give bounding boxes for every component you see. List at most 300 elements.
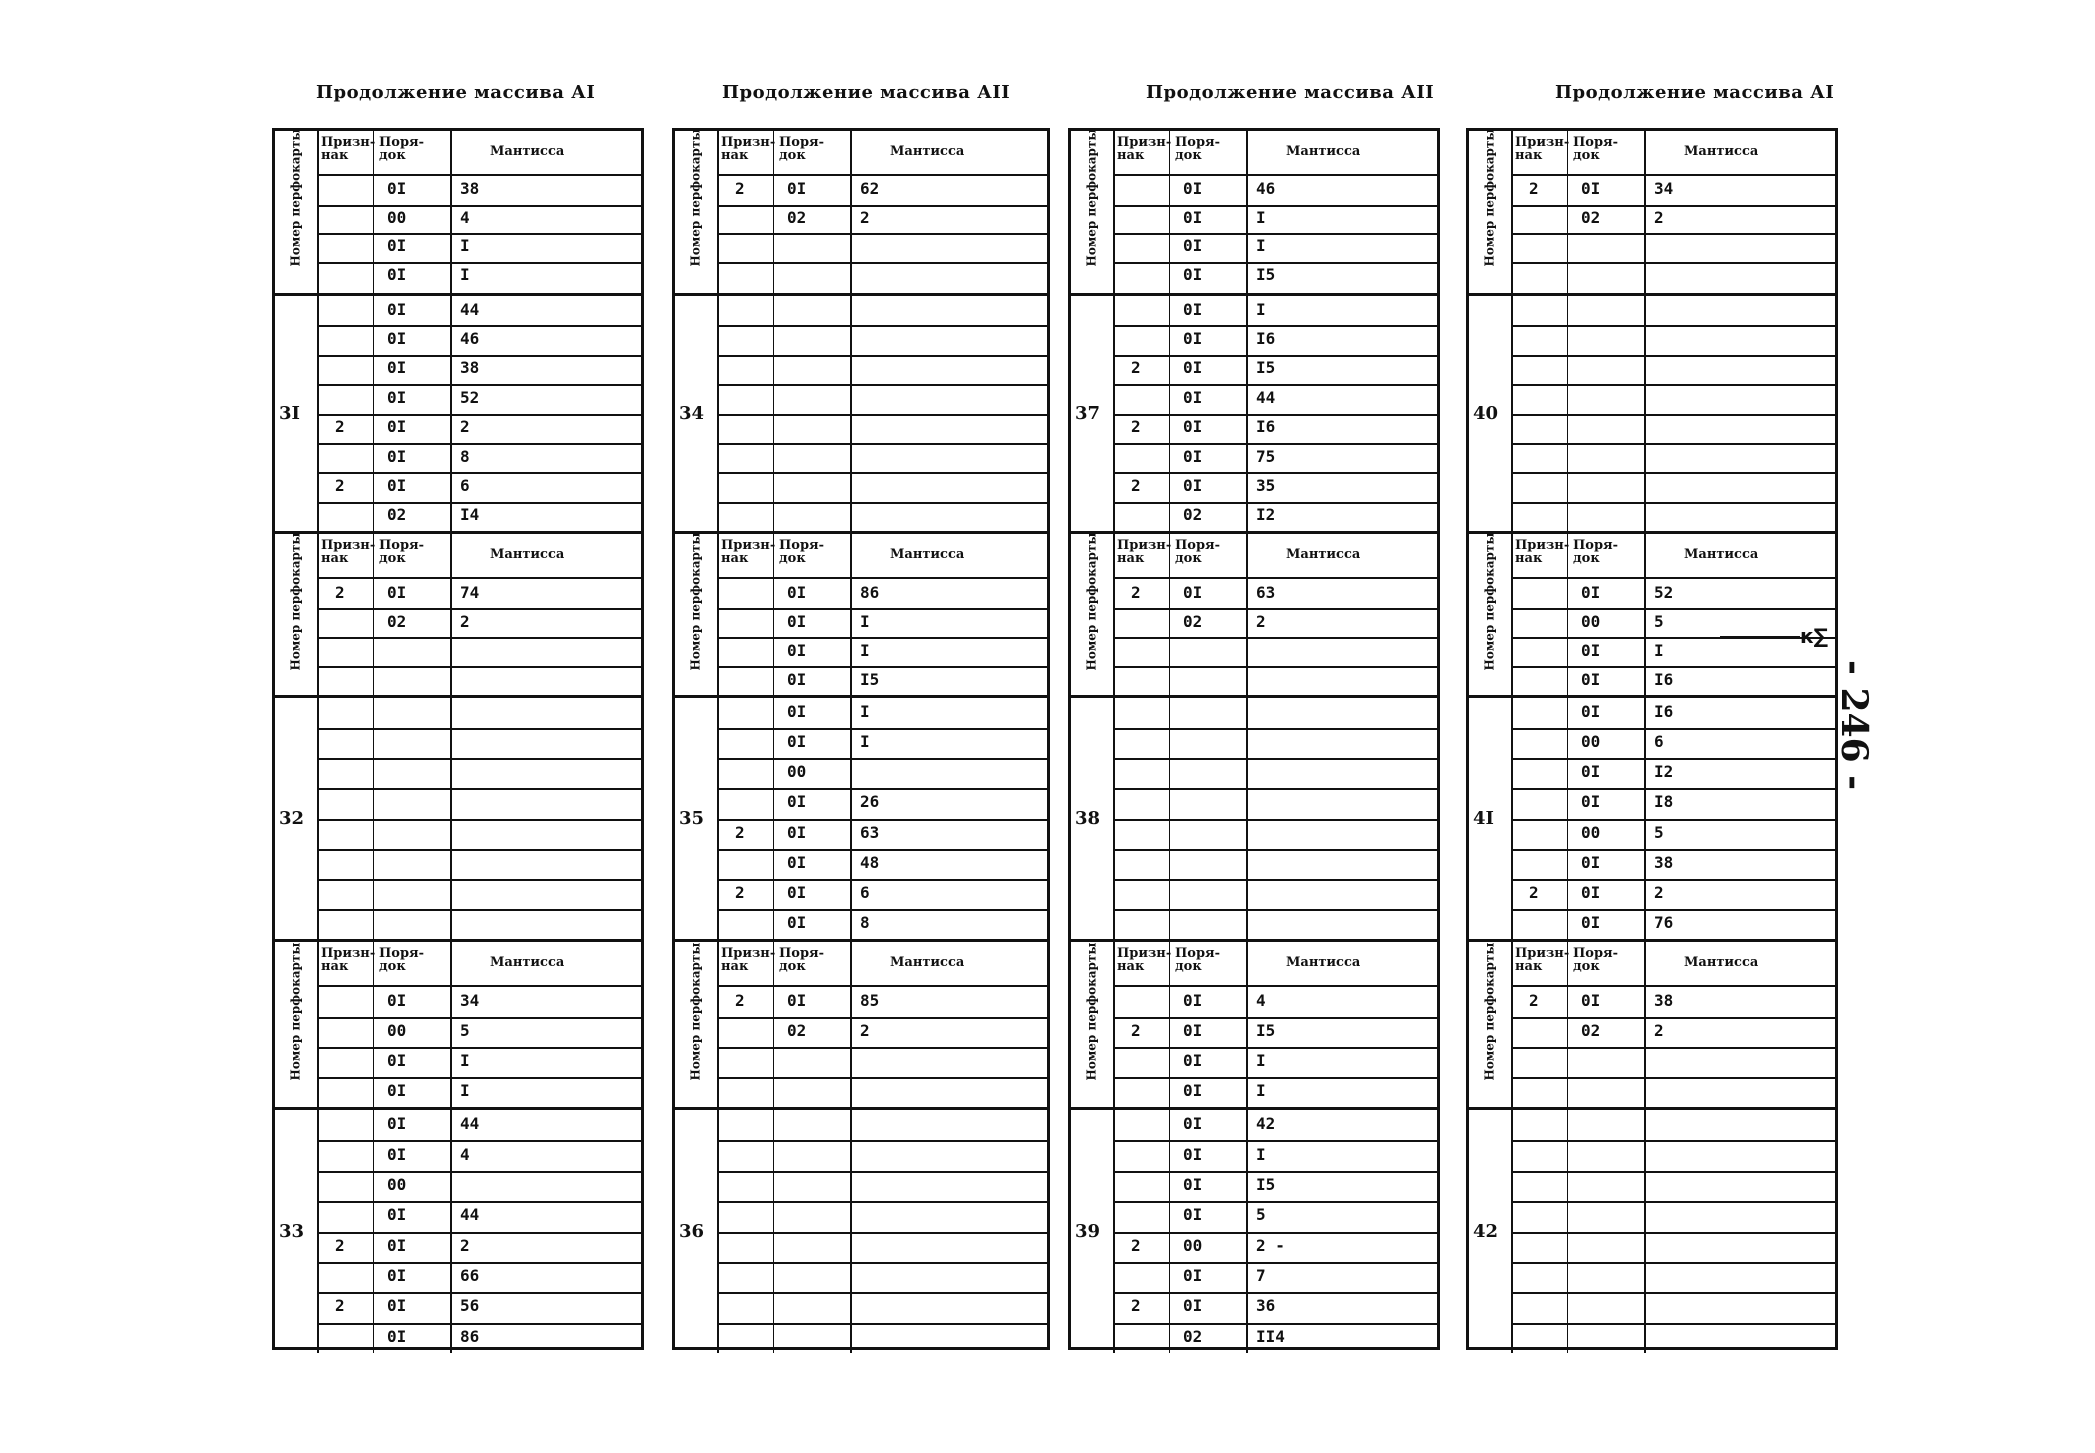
row-divider <box>717 1292 1047 1294</box>
row-divider <box>1113 666 1437 668</box>
label-nomer-perfokarty: Номер перфокарты <box>288 942 303 1081</box>
header-mantissa: Мантисса <box>1286 547 1361 562</box>
header-row <box>317 131 641 176</box>
row-divider <box>1113 728 1437 730</box>
cell-poryadok: 00 <box>387 207 407 227</box>
data-table <box>1068 128 1440 1350</box>
row-divider <box>1113 233 1437 235</box>
table-block <box>275 695 641 939</box>
row-divider <box>1511 355 1835 357</box>
row-divider <box>317 758 641 760</box>
row-divider <box>317 608 641 610</box>
cell-poryadok: 0I <box>1581 640 1601 660</box>
card-number: 3I <box>279 403 300 424</box>
row-divider <box>1511 384 1835 386</box>
table-block <box>675 1107 1047 1353</box>
cell-poryadok: 0I <box>1183 417 1203 437</box>
cell-poryadok: 0I <box>787 882 807 902</box>
row-divider <box>717 1232 1047 1234</box>
cell-mantissa: I <box>460 1051 470 1070</box>
cell-priznak: 2 <box>1131 582 1141 602</box>
cell-poryadok: 0I <box>1183 358 1203 378</box>
label-nomer-perfokarty: Номер перфокарты <box>1482 942 1497 1081</box>
cell-mantissa: 5 <box>1654 822 1664 842</box>
table-block <box>1469 531 1835 695</box>
cell-priznak: 2 <box>735 179 745 199</box>
row-divider <box>1113 608 1437 610</box>
cell-poryadok: 02 <box>787 207 807 227</box>
cell-mantissa: 42 <box>1256 1114 1276 1134</box>
row-divider <box>717 1140 1047 1142</box>
cell-priznak: 2 <box>735 991 745 1010</box>
cell-poryadok: 0I <box>387 1144 407 1164</box>
cell-poryadok: 0I <box>387 1114 407 1134</box>
cell-mantissa: 2 <box>460 417 470 437</box>
row-divider <box>317 666 641 668</box>
cell-poryadok: 0I <box>387 179 407 199</box>
cell-poryadok: 02 <box>387 611 407 631</box>
table-block <box>1469 1107 1835 1353</box>
row-divider <box>717 819 1047 821</box>
table-block <box>675 695 1047 939</box>
row-divider <box>317 233 641 235</box>
cell-mantissa: I5 <box>1256 264 1276 284</box>
cell-mantissa: 44 <box>1256 387 1276 407</box>
cell-poryadok: 0I <box>1183 1174 1203 1194</box>
row-divider <box>1511 1201 1835 1203</box>
cell-mantissa: I <box>460 236 470 256</box>
cell-mantissa: I <box>1256 299 1266 319</box>
row-divider <box>717 758 1047 760</box>
header-mantissa: Мантисса <box>890 144 965 159</box>
header-poryadok: Поря-док <box>1175 946 1221 974</box>
header-poryadok: Поря-док <box>779 946 825 974</box>
row-divider <box>1113 849 1437 851</box>
header-mantissa: Мантисса <box>1286 144 1361 159</box>
cell-poryadok: 0I <box>1183 582 1203 602</box>
row-divider <box>1511 443 1835 445</box>
row-divider <box>1511 728 1835 730</box>
row-divider <box>717 728 1047 730</box>
cell-mantissa: 52 <box>460 387 480 407</box>
label-nomer-perfokarty: Номер перфокарты <box>1482 128 1497 267</box>
header-row <box>1511 131 1835 176</box>
row-divider <box>317 1171 641 1173</box>
row-divider <box>1511 819 1835 821</box>
cell-poryadok: 0I <box>1581 762 1601 782</box>
cell-poryadok: 0I <box>787 852 807 872</box>
column-title: Продолжение массива АΙ <box>1555 82 1835 103</box>
cell-priznak: 2 <box>1529 991 1539 1010</box>
row-divider <box>1113 472 1437 474</box>
cell-poryadok: 0I <box>387 1296 407 1316</box>
card-number: 32 <box>279 808 305 829</box>
cell-priznak: 2 <box>735 882 745 902</box>
data-table <box>1466 128 1838 1350</box>
row-divider <box>717 909 1047 911</box>
row-divider <box>717 502 1047 504</box>
row-divider <box>1113 1077 1437 1079</box>
row-divider <box>717 666 1047 668</box>
cell-poryadok: 0I <box>387 264 407 284</box>
header-priznak: Призн-нак <box>1117 135 1172 163</box>
card-number: 40 <box>1473 403 1499 424</box>
row-divider <box>1511 1262 1835 1264</box>
cell-mantissa: I5 <box>1256 1021 1276 1040</box>
cell-mantissa: 2 <box>860 1021 870 1040</box>
row-divider <box>1113 637 1437 639</box>
cell-poryadok: 02 <box>787 1021 807 1040</box>
row-divider <box>1511 1047 1835 1049</box>
cell-poryadok: 0I <box>1581 669 1601 689</box>
card-number: 38 <box>1075 808 1101 829</box>
table-block <box>275 1107 641 1353</box>
row-divider <box>317 502 641 504</box>
cell-mantissa: 74 <box>460 582 480 602</box>
cell-priznak: 2 <box>1131 358 1141 378</box>
row-divider <box>1511 666 1835 668</box>
column-title: Продолжение массива АΙΙ <box>722 82 1011 103</box>
row-divider <box>1511 1017 1835 1019</box>
cell-priznak: 2 <box>1529 882 1539 902</box>
row-divider <box>317 788 641 790</box>
label-nomer-perfokarty: Номер перфокарты <box>288 532 303 671</box>
table-block <box>675 939 1047 1107</box>
row-divider <box>1511 788 1835 790</box>
cell-poryadok: 0I <box>387 1081 407 1100</box>
cell-poryadok: 0I <box>1581 852 1601 872</box>
table-block <box>1469 939 1835 1107</box>
header-poryadok: Поря-док <box>379 946 425 974</box>
cell-mantissa: 6 <box>460 475 470 495</box>
header-row <box>717 942 1047 987</box>
cell-poryadok: 0I <box>1183 1114 1203 1134</box>
row-divider <box>317 262 641 264</box>
header-priznak: Призн-нак <box>321 538 376 566</box>
row-divider <box>1113 414 1437 416</box>
cell-mantissa: 5 <box>460 1021 470 1040</box>
header-priznak: Призн-нак <box>321 135 376 163</box>
header-poryadok: Поря-док <box>1175 135 1221 163</box>
row-divider <box>1113 758 1437 760</box>
row-divider <box>317 849 641 851</box>
cell-poryadok: 02 <box>1183 505 1203 525</box>
cell-mantissa: I <box>1256 1051 1266 1070</box>
header-poryadok: Поря-док <box>1573 135 1619 163</box>
cell-poryadok: 00 <box>1581 611 1601 631</box>
header-priznak: Призн-нак <box>1117 538 1172 566</box>
row-divider <box>717 472 1047 474</box>
cell-poryadok: 0I <box>387 1326 407 1346</box>
row-divider <box>317 819 641 821</box>
row-divider <box>1511 849 1835 851</box>
header-row <box>1511 534 1835 579</box>
header-row <box>1113 131 1437 176</box>
cell-poryadok: 0I <box>787 611 807 631</box>
cell-poryadok: 0I <box>1183 299 1203 319</box>
row-divider <box>717 414 1047 416</box>
cell-mantissa: 7 <box>1256 1266 1266 1286</box>
row-divider <box>1113 1047 1437 1049</box>
row-divider <box>1113 1140 1437 1142</box>
cell-poryadok: 00 <box>387 1021 407 1040</box>
row-divider <box>717 1171 1047 1173</box>
card-number: 39 <box>1075 1221 1101 1242</box>
cell-mantissa: 8 <box>860 912 870 932</box>
data-table <box>272 128 644 1350</box>
cell-mantissa: II4 <box>1256 1326 1285 1346</box>
cell-priznak: 2 <box>735 822 745 842</box>
row-divider <box>717 788 1047 790</box>
cell-poryadok: 0I <box>1581 792 1601 812</box>
cell-mantissa: 48 <box>860 852 880 872</box>
cell-poryadok: 0I <box>1581 882 1601 902</box>
header-mantissa: Мантисса <box>1684 144 1759 159</box>
row-divider <box>317 1077 641 1079</box>
row-divider <box>717 384 1047 386</box>
cell-mantissa: 85 <box>860 991 880 1010</box>
cell-poryadok: 0I <box>1183 1296 1203 1316</box>
cell-mantissa: 2 <box>460 611 470 631</box>
cell-poryadok: 02 <box>1183 611 1203 631</box>
table-block <box>1469 695 1835 939</box>
row-divider <box>1511 608 1835 610</box>
row-divider <box>1113 384 1437 386</box>
cell-poryadok: 00 <box>1581 732 1601 752</box>
cell-mantissa: 56 <box>460 1296 480 1316</box>
row-divider <box>717 355 1047 357</box>
table-block <box>1469 128 1835 293</box>
cell-mantissa: 62 <box>860 179 880 199</box>
handwritten-annotation: к∑ <box>1800 624 1828 648</box>
cell-poryadok: 0I <box>387 475 407 495</box>
table-block <box>275 293 641 531</box>
row-divider <box>317 355 641 357</box>
cell-poryadok: 0I <box>1183 1081 1203 1100</box>
cell-poryadok: 0I <box>387 582 407 602</box>
row-divider <box>317 1262 641 1264</box>
row-divider <box>1511 1077 1835 1079</box>
cell-priznak: 2 <box>1131 1021 1141 1040</box>
row-divider <box>317 1201 641 1203</box>
cell-mantissa: 2 <box>1256 611 1266 631</box>
cell-poryadok: 0I <box>387 1051 407 1070</box>
header-row <box>317 942 641 987</box>
cell-mantissa: 2 <box>1654 882 1664 902</box>
cell-poryadok: 0I <box>787 179 807 199</box>
row-divider <box>1113 355 1437 357</box>
label-nomer-perfokarty: Номер перфокарты <box>688 128 703 267</box>
page-number: - 246 - <box>1833 660 1875 791</box>
header-priznak: Призн-нак <box>321 946 376 974</box>
card-number: 36 <box>679 1221 705 1242</box>
row-divider <box>317 728 641 730</box>
cell-poryadok: 02 <box>1581 1021 1601 1040</box>
row-divider <box>317 1047 641 1049</box>
row-divider <box>1113 443 1437 445</box>
row-divider <box>317 325 641 327</box>
row-divider <box>717 233 1047 235</box>
cell-mantissa: I <box>460 1081 470 1100</box>
row-divider <box>717 1262 1047 1264</box>
cell-mantissa: 6 <box>860 882 870 902</box>
cell-mantissa: 75 <box>1256 446 1276 466</box>
header-poryadok: Поря-док <box>1175 538 1221 566</box>
header-priznak: Призн-нак <box>1515 538 1570 566</box>
header-priznak: Призн-нак <box>721 538 776 566</box>
header-poryadok: Поря-док <box>379 538 425 566</box>
cell-mantissa: 63 <box>860 822 880 842</box>
table-block <box>275 939 641 1107</box>
row-divider <box>1511 414 1835 416</box>
table-block <box>675 128 1047 293</box>
header-poryadok: Поря-док <box>779 538 825 566</box>
cell-priznak: 2 <box>1131 417 1141 437</box>
header-mantissa: Мантисса <box>1684 955 1759 970</box>
header-priznak: Призн-нак <box>721 135 776 163</box>
row-divider <box>717 879 1047 881</box>
row-divider <box>1511 502 1835 504</box>
cell-poryadok: 0I <box>1183 387 1203 407</box>
row-divider <box>317 1140 641 1142</box>
column-title: Продолжение массива АΙΙ <box>1146 82 1435 103</box>
cell-mantissa: I2 <box>1256 505 1276 525</box>
card-number: 37 <box>1075 403 1101 424</box>
cell-mantissa: 36 <box>1256 1296 1276 1316</box>
row-divider <box>1113 819 1437 821</box>
row-divider <box>317 879 641 881</box>
cell-mantissa: 46 <box>1256 179 1276 199</box>
cell-mantissa: I8 <box>1654 792 1674 812</box>
cell-mantissa: 38 <box>460 358 480 378</box>
row-divider <box>1511 233 1835 235</box>
row-divider <box>1113 879 1437 881</box>
card-number: 4I <box>1473 808 1494 829</box>
row-divider <box>1113 1232 1437 1234</box>
row-divider <box>1511 205 1835 207</box>
label-nomer-perfokarty: Номер перфокарты <box>1482 532 1497 671</box>
row-divider <box>317 637 641 639</box>
row-divider <box>1511 1171 1835 1173</box>
cell-mantissa: 2 <box>1654 207 1664 227</box>
row-divider <box>717 1017 1047 1019</box>
column-title: Продолжение массива АΙ <box>316 82 596 103</box>
data-table <box>672 128 1050 1350</box>
row-divider <box>717 1201 1047 1203</box>
cell-poryadok: 0I <box>1581 912 1601 932</box>
row-divider <box>1113 205 1437 207</box>
row-divider <box>317 443 641 445</box>
cell-priznak: 2 <box>1529 179 1539 199</box>
header-mantissa: Мантисса <box>890 547 965 562</box>
row-divider <box>317 384 641 386</box>
cell-mantissa: I6 <box>1654 669 1674 689</box>
header-row <box>1113 942 1437 987</box>
row-divider <box>717 443 1047 445</box>
cell-poryadok: 02 <box>1183 1326 1203 1346</box>
cell-mantissa: 26 <box>860 792 880 812</box>
cell-mantissa: 4 <box>460 207 470 227</box>
cell-mantissa: 35 <box>1256 475 1276 495</box>
cell-poryadok: 0I <box>387 387 407 407</box>
header-mantissa: Мантисса <box>1286 955 1361 970</box>
row-divider <box>317 909 641 911</box>
row-divider <box>1511 879 1835 881</box>
cell-mantissa: 2 - <box>1256 1235 1285 1255</box>
cell-mantissa: I <box>1654 640 1664 660</box>
header-priznak: Призн-нак <box>1117 946 1172 974</box>
cell-mantissa: 2 <box>460 1235 470 1255</box>
row-divider <box>1113 1201 1437 1203</box>
table-block <box>675 293 1047 531</box>
row-divider <box>317 1323 641 1325</box>
cell-poryadok: 0I <box>387 446 407 466</box>
cell-mantissa: 38 <box>1654 852 1674 872</box>
header-mantissa: Мантисса <box>890 955 965 970</box>
row-divider <box>1113 1171 1437 1173</box>
cell-poryadok: 0I <box>787 732 807 752</box>
cell-mantissa: I <box>460 264 470 284</box>
cell-mantissa: I <box>1256 236 1266 256</box>
cell-poryadok: 0I <box>387 358 407 378</box>
row-divider <box>717 1077 1047 1079</box>
table-block <box>275 531 641 695</box>
cell-mantissa: I2 <box>1654 762 1674 782</box>
row-divider <box>1511 758 1835 760</box>
cell-mantissa: 86 <box>860 582 880 602</box>
row-divider <box>1113 262 1437 264</box>
cell-mantissa: 44 <box>460 1205 480 1225</box>
header-row <box>1511 942 1835 987</box>
cell-poryadok: 0I <box>1183 1021 1203 1040</box>
row-divider <box>717 1323 1047 1325</box>
row-divider <box>1113 788 1437 790</box>
cell-mantissa: 44 <box>460 1114 480 1134</box>
cell-poryadok: 00 <box>787 762 807 782</box>
cell-priznak: 2 <box>1131 1296 1141 1316</box>
cell-mantissa: 52 <box>1654 582 1674 602</box>
cell-mantissa: 4 <box>1256 991 1266 1010</box>
row-divider <box>1511 262 1835 264</box>
cell-poryadok: 0I <box>787 702 807 722</box>
row-divider <box>1113 909 1437 911</box>
cell-poryadok: 00 <box>1183 1235 1203 1255</box>
row-divider <box>1113 325 1437 327</box>
cell-poryadok: 0I <box>1183 329 1203 349</box>
table-block <box>1071 293 1437 531</box>
cell-priznak: 2 <box>335 1296 345 1316</box>
cell-poryadok: 0I <box>1183 446 1203 466</box>
cell-mantissa: I6 <box>1654 702 1674 722</box>
header-mantissa: Мантисса <box>1684 547 1759 562</box>
row-divider <box>1511 1292 1835 1294</box>
header-row <box>717 534 1047 579</box>
cell-poryadok: 0I <box>1183 264 1203 284</box>
header-row <box>1113 534 1437 579</box>
cell-mantissa: I5 <box>1256 358 1276 378</box>
cell-mantissa: 46 <box>460 329 480 349</box>
cell-mantissa: 4 <box>460 1144 470 1164</box>
cell-poryadok: 0I <box>387 236 407 256</box>
cell-mantissa: I <box>1256 1081 1266 1100</box>
label-nomer-perfokarty: Номер перфокарты <box>1084 532 1099 671</box>
row-divider <box>717 1047 1047 1049</box>
cell-poryadok: 0I <box>1581 179 1601 199</box>
cell-priznak: 2 <box>335 417 345 437</box>
header-mantissa: Мантисса <box>490 144 565 159</box>
cell-poryadok: 0I <box>1183 991 1203 1010</box>
cell-poryadok: 0I <box>387 329 407 349</box>
